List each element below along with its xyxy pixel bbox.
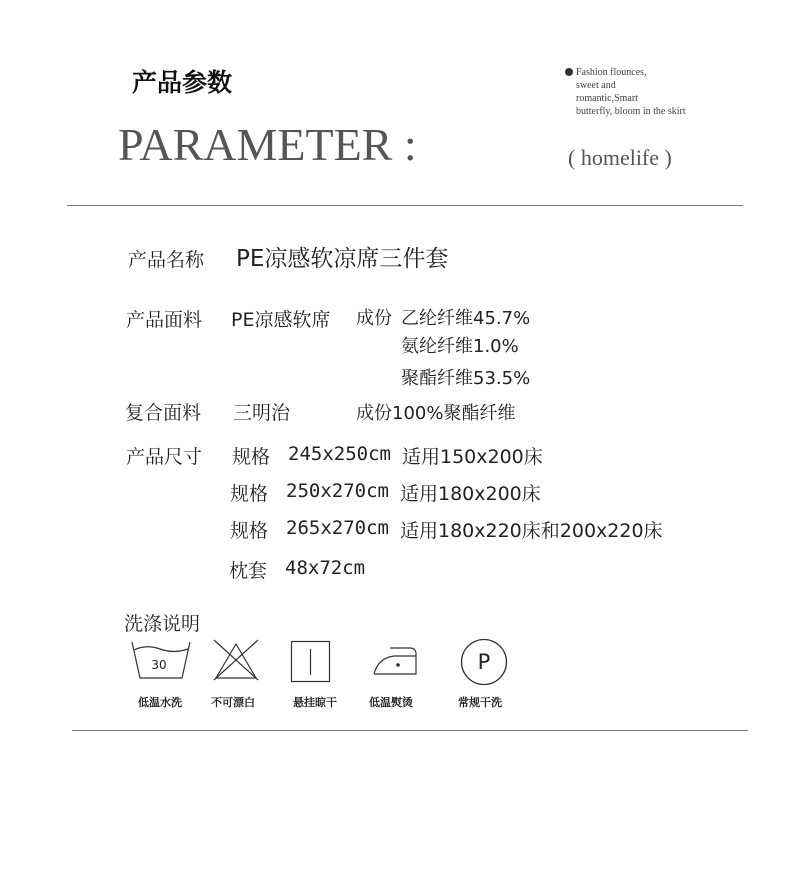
brand-label: ( homelife ) (568, 145, 672, 170)
name-label: 产品名称 (128, 249, 205, 271)
no-bleach-icon (212, 638, 260, 682)
composite-value: 三明治 (233, 402, 291, 424)
pillow-label: 枕套 (229, 560, 268, 582)
page-title-cn: 产品参数 (132, 68, 233, 97)
size-spec-2: 规格 (230, 483, 269, 505)
care-label-hang: 悬挂晾干 (293, 696, 337, 709)
care-label-iron: 低温熨烫 (369, 696, 413, 709)
size-dim-2: 250x270cm (286, 480, 389, 502)
care-title: 洗涤说明 (124, 613, 201, 635)
size-fit-1: 适用150x200床 (402, 446, 543, 468)
page-title-en: PARAMETER : (118, 119, 417, 170)
wash-basin-icon (130, 640, 192, 680)
bullet-dot-icon (565, 68, 573, 76)
fabric-value: PE凉感软席 (231, 309, 331, 331)
fashion-note (565, 66, 686, 118)
size-fit-3: 适用180x220床和200x220床 (400, 520, 663, 542)
size-label: 产品尺寸 (126, 446, 203, 468)
care-label-bleach: 不可漂白 (211, 696, 255, 709)
fabric-comp-label: 成份 (356, 308, 392, 329)
care-label-wash: 低温水洗 (138, 696, 182, 709)
size-dim-3: 265x270cm (286, 517, 389, 539)
fabric-comp-3: 聚酯纤维53.5% (401, 368, 531, 389)
iron-low-icon (372, 644, 420, 678)
composite-comp: 成份100%聚酯纤维 (356, 403, 516, 424)
size-fit-2: 适用180x200床 (400, 483, 541, 505)
fabric-comp-2: 氨纶纤维1.0% (401, 336, 519, 357)
size-dim-1: 245x250cm (288, 443, 391, 465)
fabric-label: 产品面料 (126, 309, 203, 331)
wash-temp: 30 (151, 658, 167, 672)
care-label-dryclean: 常规干洗 (458, 696, 502, 709)
note-line-1: Fashion flounces, (576, 67, 647, 78)
pillow-dim: 48x72cm (285, 557, 366, 579)
size-spec-3: 规格 (230, 520, 269, 542)
note-line-3: romantic,Smart (576, 93, 638, 104)
composite-label: 复合面料 (125, 402, 202, 424)
hang-dry-icon (291, 641, 331, 683)
bottom-divider (72, 730, 748, 731)
size-spec-1: 规格 (232, 446, 271, 468)
top-divider (67, 205, 743, 206)
note-line-2: sweet and (576, 80, 616, 91)
name-value: PE凉感软凉席三件套 (236, 246, 449, 272)
fabric-comp-1: 乙纶纤维45.7% (401, 308, 531, 329)
note-line-4: butterfly, bloom in the skirt (576, 106, 686, 117)
dry-clean-letter: P (477, 650, 491, 674)
dry-clean-icon (460, 638, 508, 686)
